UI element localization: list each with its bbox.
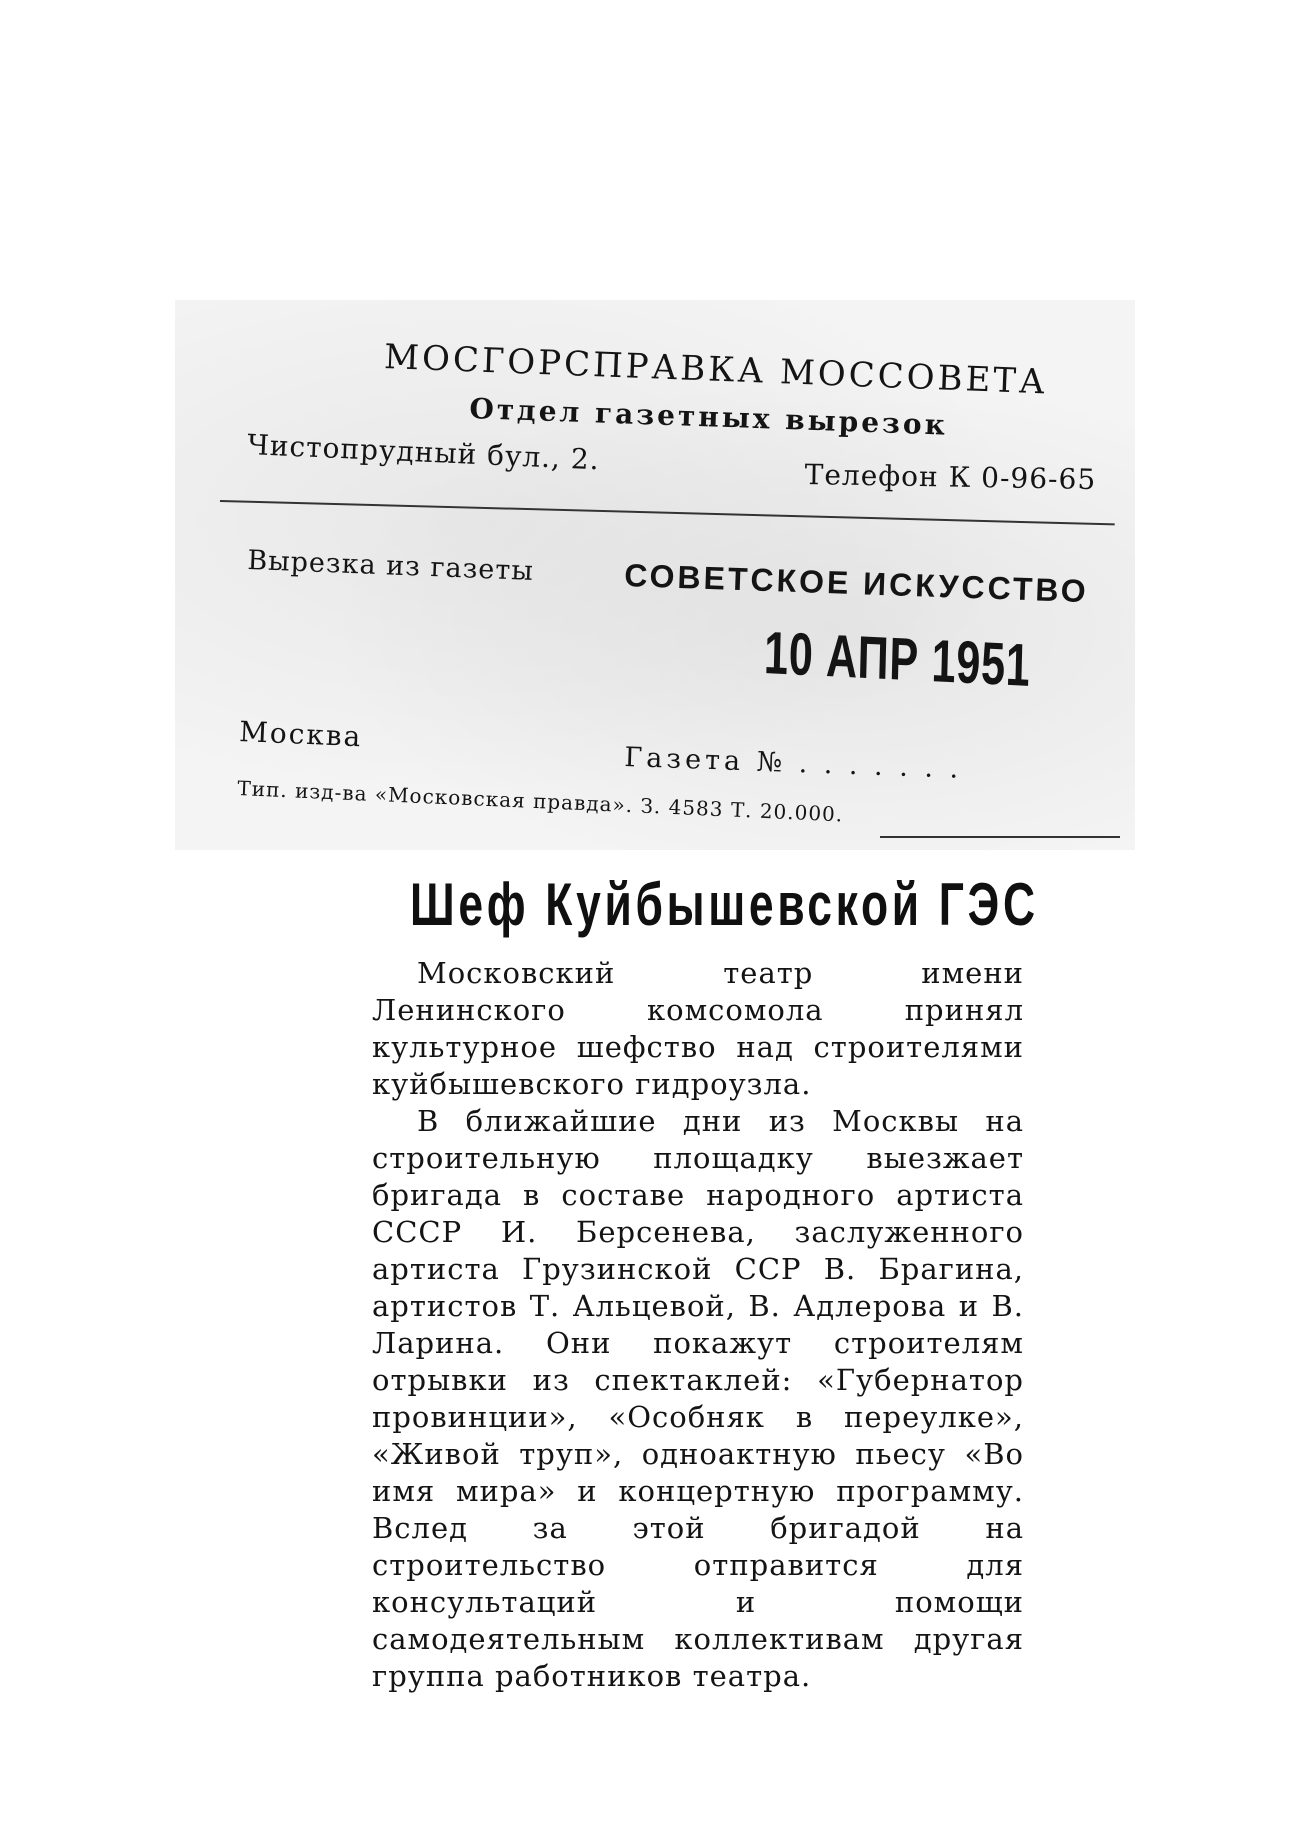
- issue-number-label: Газета № . . . . . . .: [623, 742, 963, 785]
- department-name: Отдел газетных вырезок: [468, 392, 949, 442]
- article-headline: Шеф Куйбышевской ГЭС: [410, 871, 1039, 938]
- article-paragraph: В ближайшие дни из Москвы на строительную площадку выезжает бригада в составе народного артиста СССР И. Берсенева, заслуженного артиста Грузинской ССР В. Брагина, артистов Т. Альцевой, В. Адлерова и В. Ларина. Они покажут строителям отрывки из спектаклей: «Губернатор провинции», «Особняк в переулке», «Живой труп», одноактную пьесу «Во имя мира» и концертную программу. Вслед за этой бригадой на строительство отправится для консультаций и помощи самодеятельным коллективам другая группа работников театра.: [372, 1104, 1024, 1693]
- article-body: [372, 955, 1024, 1695]
- article-paragraph: Московский театр имени Ленинского комсомола принял культурное шефство над строителями куйбышевского гидроузла.: [372, 956, 1024, 1101]
- city: Москва: [238, 715, 364, 754]
- newspaper-name: СОВЕТСКОЕ ИСКУССТВО: [623, 557, 1090, 610]
- imprint-underline: [880, 836, 1120, 838]
- address: Чистопрудный бул., 2.: [246, 428, 601, 477]
- date-stamp: 10 АПР 1951: [763, 618, 1032, 699]
- clipping-label: Вырезка из газеты: [246, 545, 535, 587]
- printer-imprint: Тип. изд-ва «Московская правда». З. 4583 Т. 20.000.: [236, 776, 844, 827]
- organization-name: МОСГОРСПРАВКА МОССОВЕТА: [383, 337, 1049, 403]
- phone-number: Телефон К 0-96-65: [804, 458, 1097, 497]
